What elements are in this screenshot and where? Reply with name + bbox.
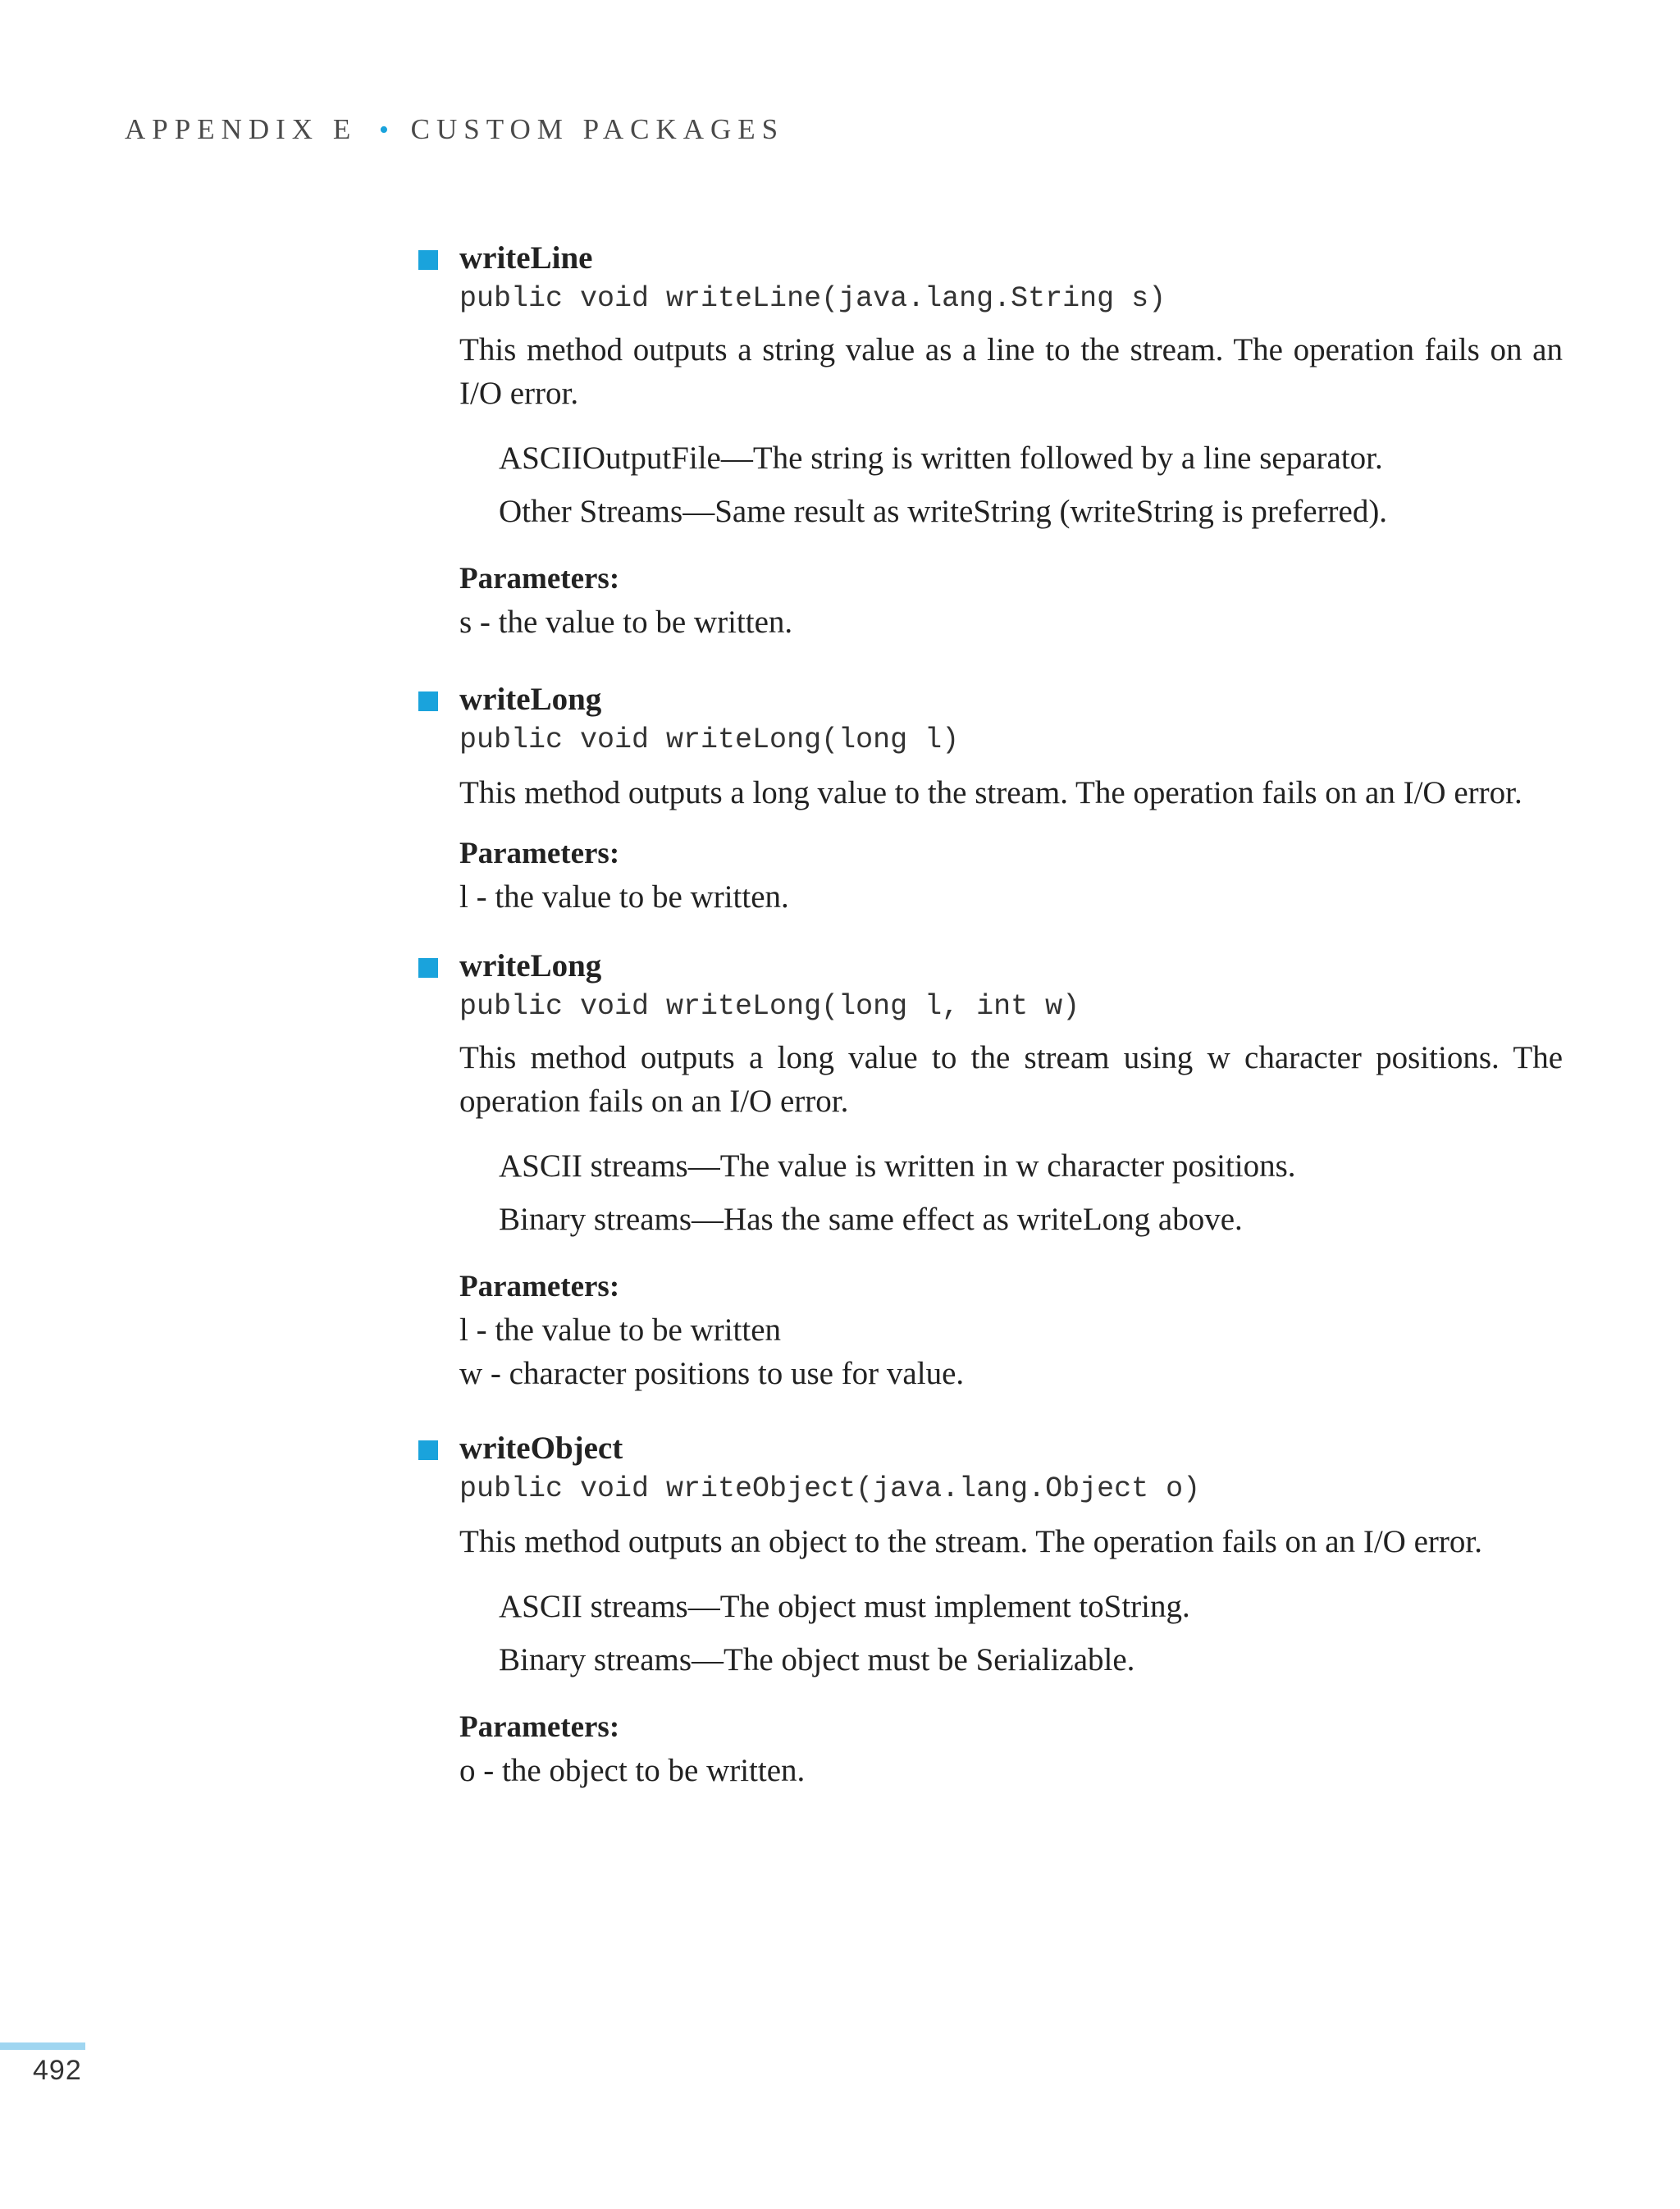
method-note: Binary streams—Has the same effect as writeLong above. (499, 1202, 1243, 1237)
method-heading (459, 1428, 1563, 1469)
parameter-item: o - the object to be written. (459, 1753, 806, 1788)
method-signature: public void writeLong(long l) (459, 723, 960, 756)
method-name: writeObject (459, 1431, 623, 1466)
method-entry-writelong (459, 679, 1563, 919)
running-head (125, 113, 784, 146)
method-name: writeLong (459, 948, 602, 984)
square-bullet-icon (418, 691, 438, 711)
method-entry-writeline (459, 238, 1563, 644)
method-heading (459, 946, 1563, 987)
square-bullet-icon (418, 250, 438, 270)
parameter-item: s - the value to be written. (459, 605, 793, 640)
method-note: ASCII streams—The object must implement toString. (499, 1589, 1190, 1624)
method-list (459, 238, 1563, 1788)
running-head-title: CUSTOM PACKAGES (410, 113, 785, 145)
method-signature: public void writeLine(java.lang.String s) (459, 282, 1166, 315)
method-description: This method outputs a long value to the stream using w character positions. The operation fails on an I/O error. (459, 1040, 1563, 1119)
parameter-item: l - the value to be written. (459, 879, 789, 915)
parameters-label: Parameters: (459, 562, 620, 596)
method-note: Other Streams—Same result as writeString (writeString is preferred). (499, 494, 1388, 529)
square-bullet-icon (418, 1440, 438, 1460)
method-signature: public void writeObject(java.lang.Object o) (459, 1472, 1201, 1505)
method-notes (459, 1144, 1563, 1251)
parameter-item: l - the value to be written (459, 1312, 782, 1348)
method-name: writeLine (459, 240, 593, 276)
parameters-label: Parameters: (459, 1710, 620, 1744)
page-number-rule (0, 2042, 85, 2050)
method-signature: public void writeLong(long l, int w) (459, 990, 1080, 1023)
method-notes (459, 436, 1563, 543)
method-note: Binary streams—The object must be Serializable. (499, 1642, 1135, 1677)
method-description: This method outputs a string value as a line to the stream. The operation fails on an I/O error. (459, 332, 1563, 411)
method-heading (459, 679, 1563, 720)
method-description: This method outputs an object to the stream. The operation fails on an I/O error. (459, 1524, 1482, 1559)
square-bullet-icon (418, 958, 438, 978)
method-heading (459, 238, 1563, 279)
method-name: writeLong (459, 682, 602, 717)
method-entry-writelong-width (459, 946, 1563, 1395)
method-note: ASCII streams—The value is written in w character positions. (499, 1148, 1296, 1184)
method-description: This method outputs a long value to the stream. The operation fails on an I/O error. (459, 775, 1522, 810)
page-number: 492 (33, 2055, 82, 2086)
method-entry-writeobject (459, 1428, 1563, 1792)
method-note: ASCIIOutputFile—The string is written followed by a line separator. (499, 440, 1383, 476)
method-notes (459, 1585, 1563, 1691)
running-head-bullet: • (378, 115, 389, 145)
running-head-appendix: APPENDIX E (125, 113, 358, 145)
parameter-item: w - character positions to use for value. (459, 1356, 965, 1391)
parameters-label: Parameters: (459, 1270, 620, 1303)
parameters-label: Parameters: (459, 837, 620, 870)
